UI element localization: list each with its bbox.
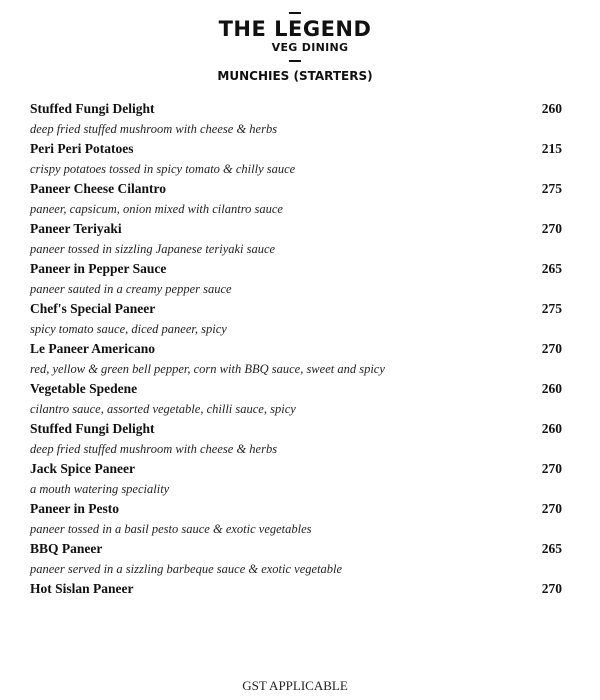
item-price: 270 — [541, 581, 562, 596]
logo-dash-bottom-icon — [289, 60, 301, 62]
brand-title: THE LEGEND — [218, 17, 372, 41]
item-name: Le Paneer Americano — [30, 341, 155, 356]
item-name: Paneer in Pepper Sauce — [30, 261, 167, 276]
item-price: 260 — [541, 421, 562, 436]
brand-logo — [0, 10, 590, 56]
item-name: Paneer Cheese Cilantro — [30, 181, 166, 196]
menu-item — [30, 339, 562, 379]
item-description: a mouth watering speciality — [30, 482, 170, 496]
item-description: paneer sauted in a creamy pepper sauce — [30, 282, 232, 296]
item-description: cilantro sauce, assorted vegetable, chilli sauce, spicy — [30, 402, 296, 416]
item-description: red, yellow & green bell pepper, corn with BBQ sauce, sweet and spicy — [30, 362, 385, 376]
item-description: spicy tomato sauce, diced paneer, spicy — [30, 322, 227, 336]
item-name: Hot Sislan Paneer — [30, 581, 134, 596]
item-description: deep fried stuffed mushroom with cheese & herbs — [30, 442, 278, 456]
item-price: 270 — [541, 461, 562, 476]
menu-item — [30, 499, 562, 539]
item-price: 265 — [541, 541, 562, 556]
menu-list — [30, 99, 562, 599]
section-title: MUNCHIES (STARTERS) — [217, 69, 373, 83]
menu-item — [30, 539, 562, 579]
item-name: Chef's Special Paneer — [30, 301, 156, 316]
menu-item — [30, 219, 562, 259]
item-description: paneer served in a sizzling barbeque sauce & exotic vegetable — [30, 562, 343, 576]
logo-dash-top-icon — [289, 12, 301, 14]
gst-note: GST APPLICABLE — [242, 678, 348, 693]
item-name: Stuffed Fungi Delight — [30, 421, 155, 436]
item-description: paneer, capsicum, onion mixed with cilantro sauce — [30, 202, 283, 216]
item-name: Stuffed Fungi Delight — [30, 101, 155, 116]
menu-item — [30, 579, 562, 599]
item-price: 260 — [541, 381, 562, 396]
menu-item — [30, 259, 562, 299]
item-name: BBQ Paneer — [30, 541, 103, 556]
item-name: Paneer in Pesto — [30, 501, 119, 516]
menu-item — [30, 419, 562, 459]
item-price: 215 — [541, 141, 562, 156]
item-price: 260 — [541, 101, 562, 116]
item-name: Peri Peri Potatoes — [30, 141, 134, 156]
menu-item — [30, 99, 562, 139]
item-price: 265 — [541, 261, 562, 276]
menu-item — [30, 179, 562, 219]
item-name: Jack Spice Paneer — [30, 461, 135, 476]
brand-subtitle: VEG DINING — [271, 41, 349, 54]
item-price: 270 — [541, 221, 562, 236]
item-price: 270 — [541, 341, 562, 356]
item-price: 275 — [541, 181, 562, 196]
item-description: crispy potatoes tossed in spicy tomato & chilly sauce — [30, 162, 296, 176]
item-price: 270 — [541, 501, 562, 516]
item-description: deep fried stuffed mushroom with cheese & herbs — [30, 122, 278, 136]
menu-item — [30, 299, 562, 339]
item-description: paneer tossed in sizzling Japanese teriyaki sauce — [30, 242, 276, 256]
menu-item — [30, 459, 562, 499]
item-description: paneer tossed in a basil pesto sauce & exotic vegetables — [30, 522, 312, 536]
item-price: 275 — [541, 301, 562, 316]
item-name: Vegetable Spedene — [30, 381, 138, 396]
item-name: Paneer Teriyaki — [30, 221, 122, 236]
menu-item — [30, 379, 562, 419]
menu-item — [30, 139, 562, 179]
